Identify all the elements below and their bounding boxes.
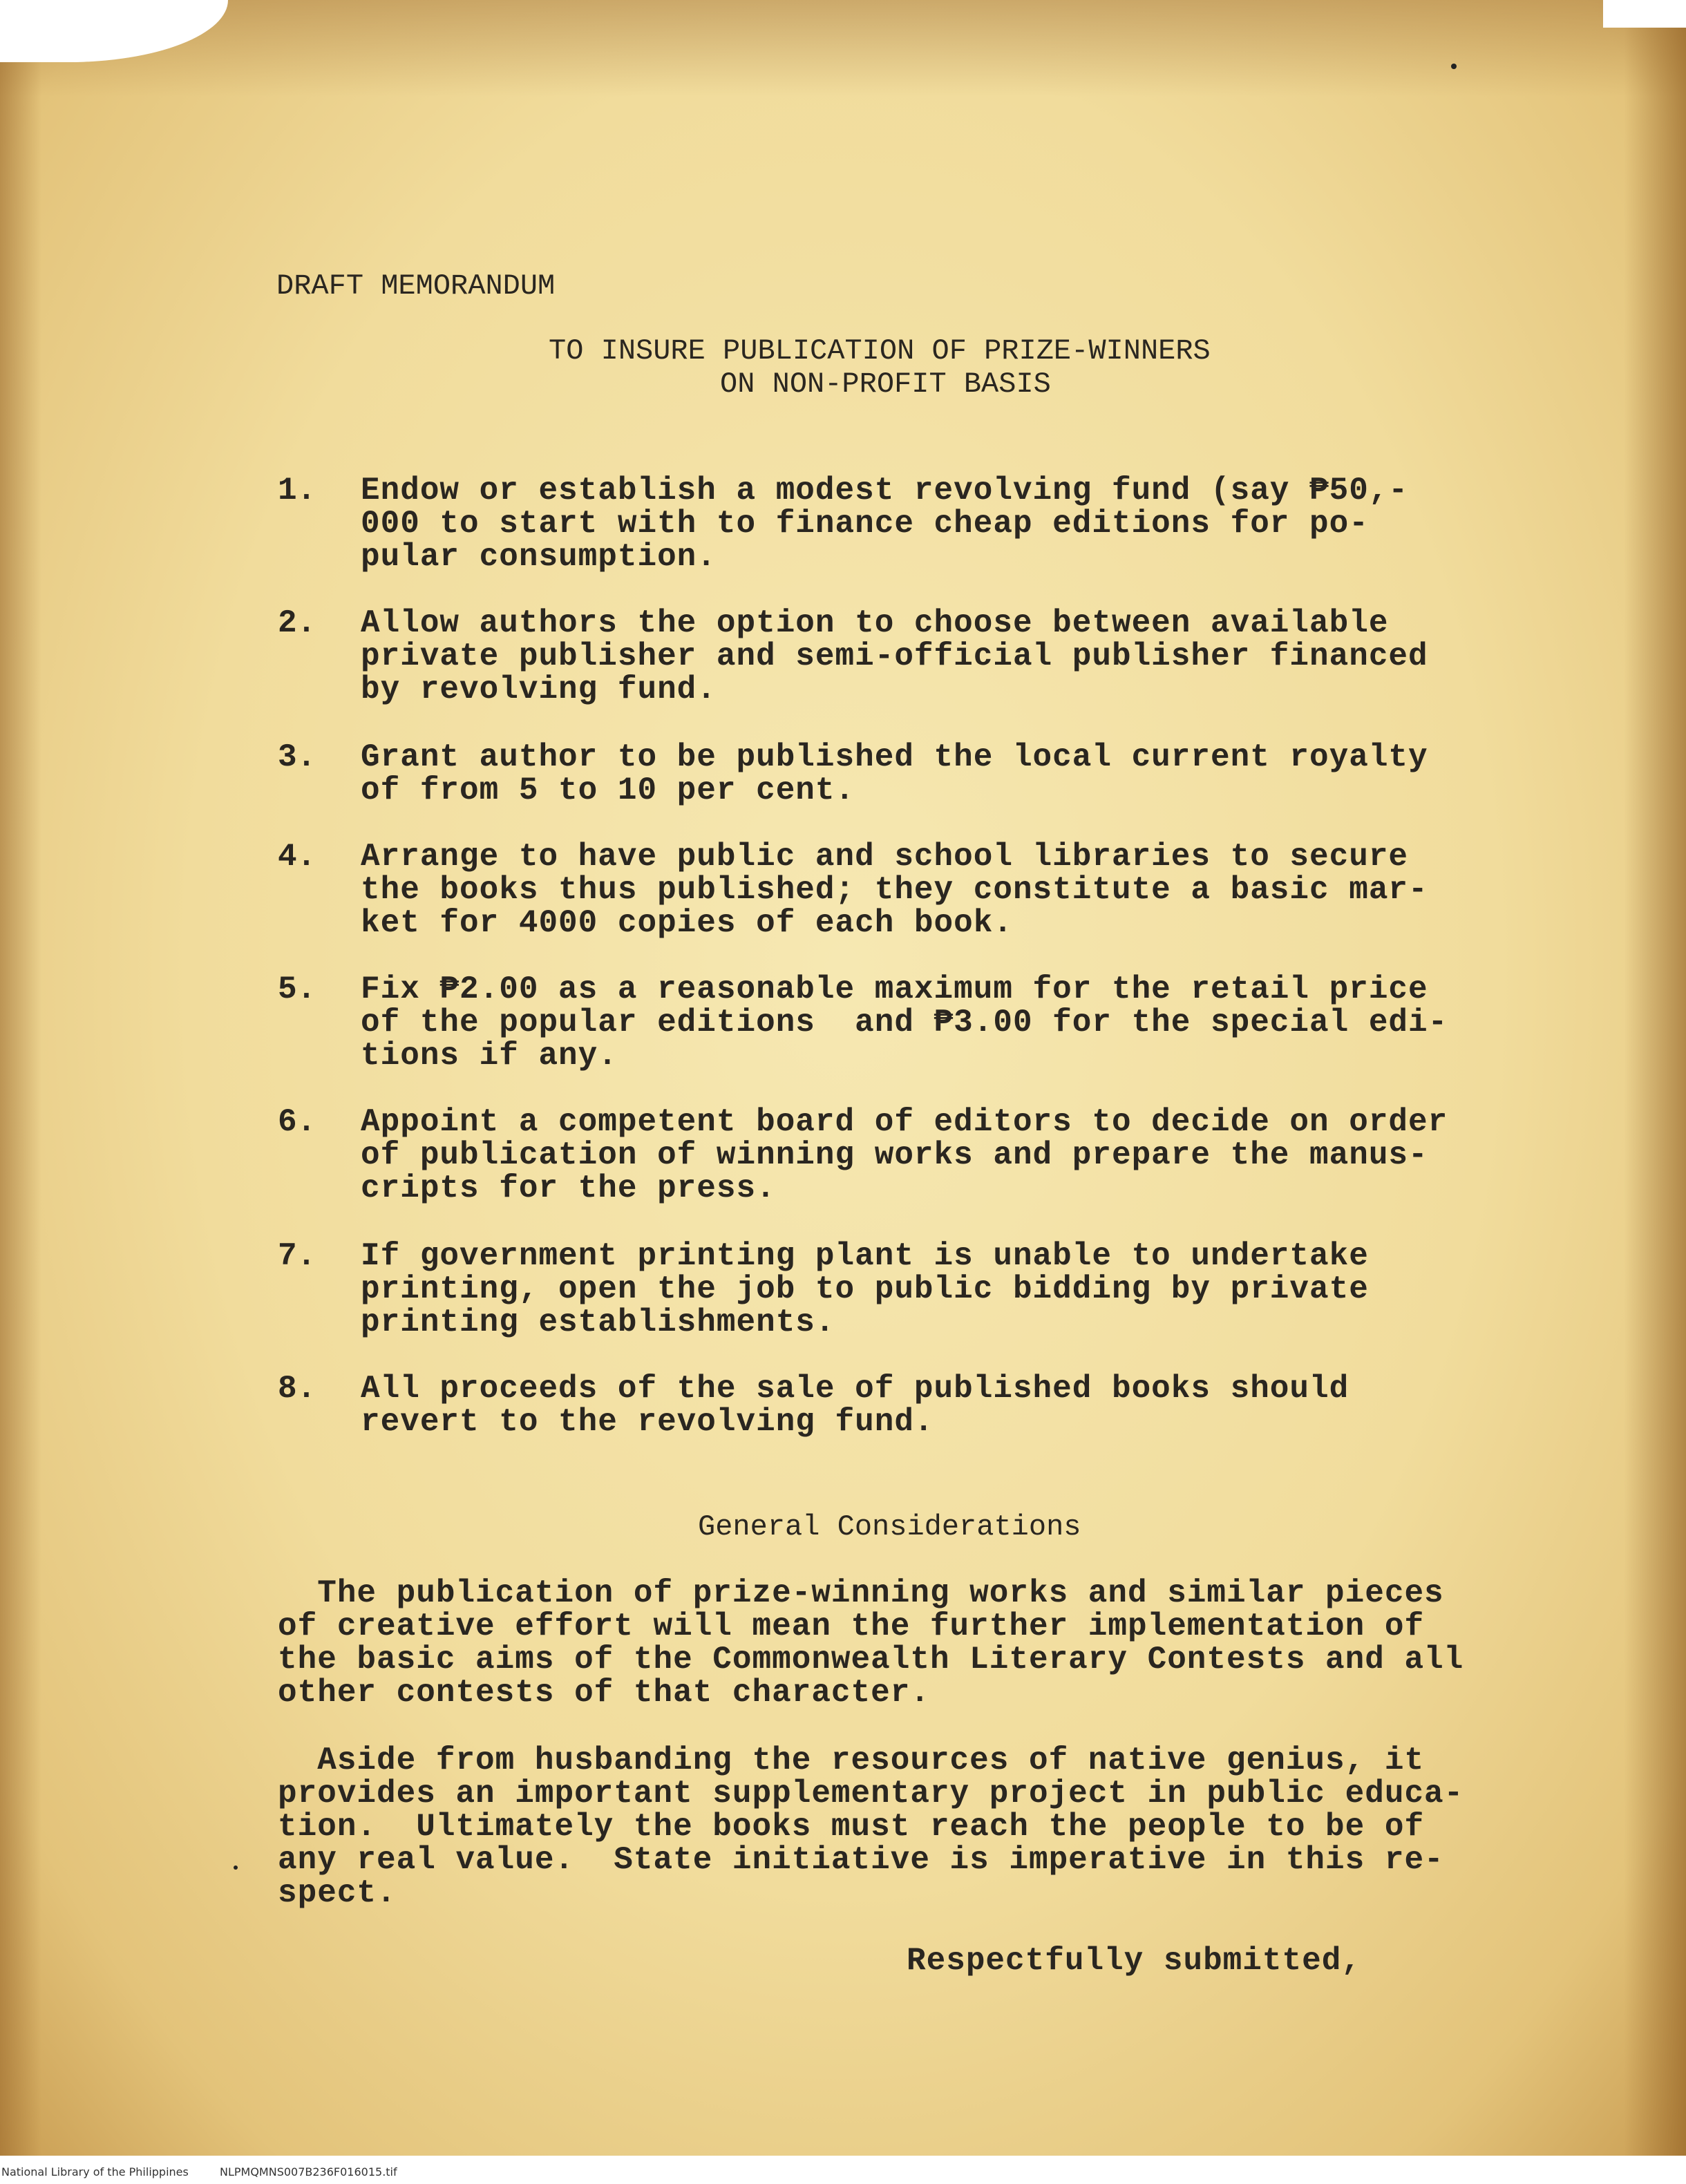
- item-line: tions if any.: [361, 1038, 618, 1074]
- item-line: All proceeds of the sale of published books should: [361, 1371, 1349, 1407]
- item-line: pular consumption.: [361, 539, 717, 575]
- item-line: Arrange to have public and school libraries to secure: [361, 839, 1409, 875]
- item-line: Endow or establish a modest revolving fund (say ₱50,-: [361, 473, 1409, 509]
- memo-header: DRAFT MEMORANDUM: [276, 269, 556, 303]
- paragraph-line: Aside from husbanding the resources of native genius, it: [278, 1743, 1425, 1778]
- memo-title-line2: ON NON-PROFIT BASIS: [720, 368, 1051, 401]
- item-line: by revolving fund.: [361, 672, 717, 708]
- item-line: cripts for the press.: [361, 1170, 776, 1206]
- item-line: printing establishments.: [361, 1304, 835, 1340]
- item-line: Allow authors the option to choose between available: [361, 605, 1389, 641]
- closing-signoff: Respectfully submitted,: [907, 1943, 1361, 1979]
- memo-title-line1: TO INSURE PUBLICATION OF PRIZE-WINNERS: [549, 334, 1211, 368]
- scan-footer: [0, 2163, 1686, 2184]
- item-number: 7.: [278, 1238, 316, 1274]
- item-number: 3.: [278, 739, 316, 775]
- item-number: 4.: [278, 839, 316, 875]
- item-line: Fix ₱2.00 as a reasonable maximum for the retail price: [361, 971, 1428, 1007]
- item-line: of publication of winning works and prepare the manus-: [361, 1137, 1428, 1173]
- section-heading: General Considerations: [698, 1510, 1081, 1544]
- paragraph-line: other contests of that character.: [278, 1675, 930, 1711]
- item-line: the books thus published; they constitute a basic mar-: [361, 872, 1428, 908]
- item-number: 1.: [278, 473, 316, 509]
- item-line: Appoint a competent board of editors to decide on order: [361, 1104, 1448, 1140]
- item-number: 8.: [278, 1371, 316, 1407]
- item-line: revert to the revolving fund.: [361, 1404, 934, 1440]
- item-line: of the popular editions and ₱3.00 for the special edi-: [361, 1005, 1448, 1041]
- paragraph-line: tion. Ultimately the books must reach the people to be of: [278, 1809, 1425, 1845]
- item-line: 000 to start with to finance cheap editions for po-: [361, 506, 1369, 542]
- item-number: 2.: [278, 605, 316, 641]
- paragraph-line: the basic aims of the Commonwealth Literary Contests and all: [278, 1642, 1464, 1678]
- paragraph-line: spect.: [278, 1875, 397, 1911]
- paragraph-line: any real value. State initiative is imperative in this re-: [278, 1842, 1444, 1878]
- item-line: Grant author to be published the local current royalty: [361, 739, 1428, 775]
- paragraph-line: provides an important supplementary project in public educa-: [278, 1776, 1464, 1812]
- item-line: private publisher and semi-official publisher financed: [361, 638, 1428, 674]
- item-line: printing, open the job to public bidding by private: [361, 1271, 1369, 1307]
- item-number: 5.: [278, 971, 316, 1007]
- footer-source: National Library of the Philippines: [1, 2165, 189, 2178]
- item-line: of from 5 to 10 per cent.: [361, 772, 855, 808]
- paragraph-line: of creative effort will mean the further implementation of: [278, 1608, 1425, 1644]
- item-line: If government printing plant is unable to undertake: [361, 1238, 1369, 1274]
- item-number: 6.: [278, 1104, 316, 1140]
- footer-filename: NLPMQMNS007B236F016015.tif: [220, 2165, 397, 2178]
- item-line: ket for 4000 copies of each book.: [361, 905, 1013, 941]
- paragraph-line: The publication of prize-winning works and similar pieces: [278, 1575, 1444, 1611]
